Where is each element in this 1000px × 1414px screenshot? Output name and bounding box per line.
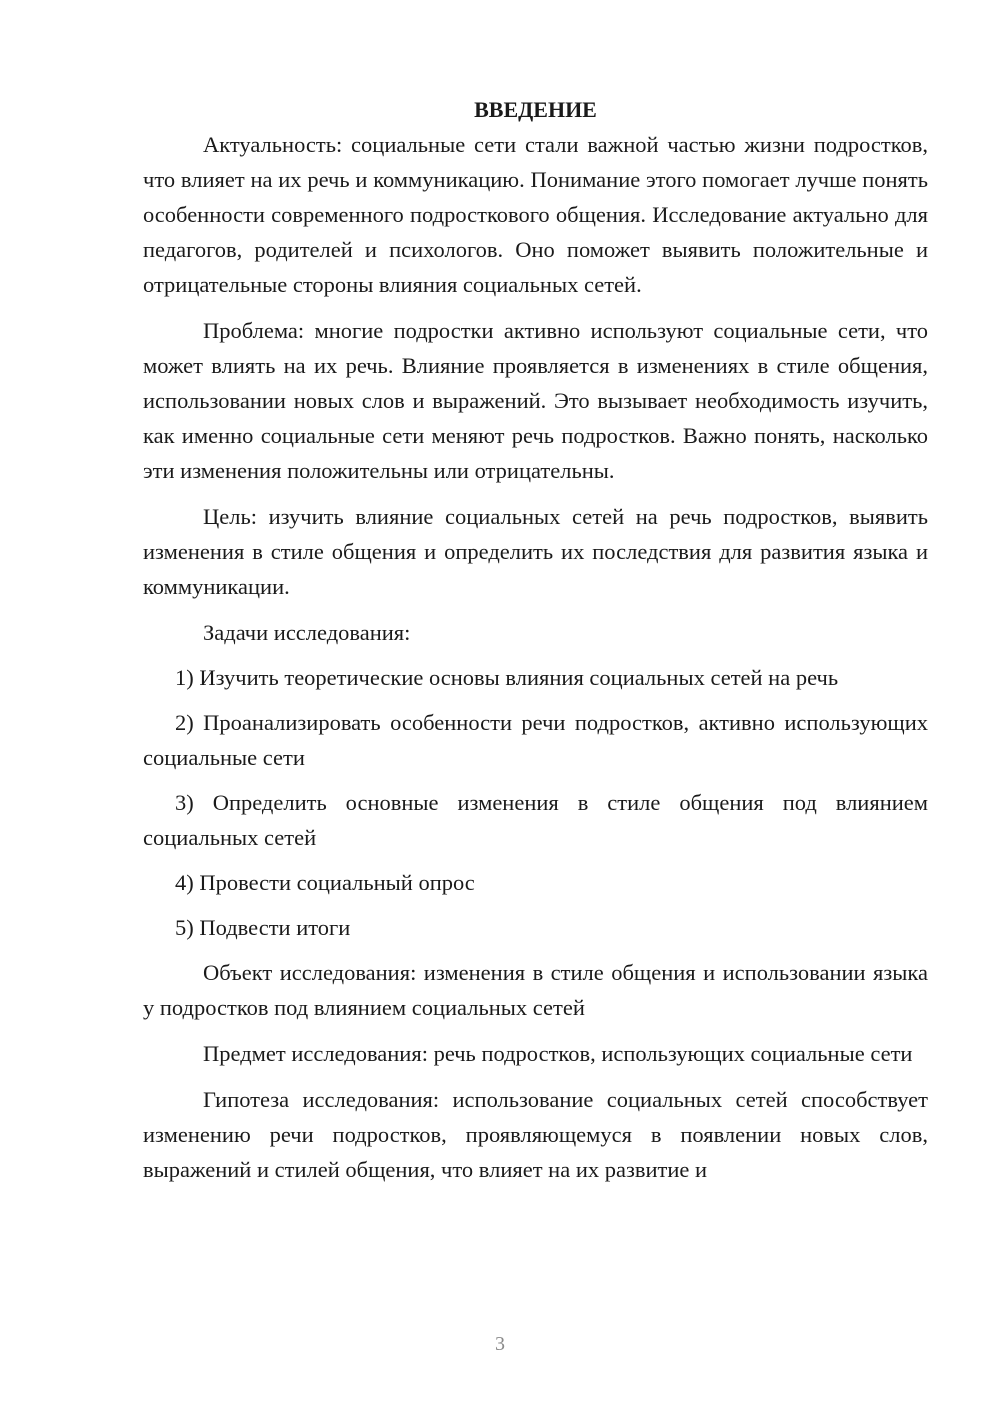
task-item-1: 1) Изучить теоретические основы влияния социальных сетей на речь bbox=[175, 665, 839, 690]
problem-paragraph: Проблема: многие подростки активно используют социальные сети, что может влиять на их речь. Влияние проявляется в изменениях в стиле общения, использовании новых слов и выражений. Это вызывает необходимость изучить, как именно социальные сети меняют речь подростков. Важно понять, насколько эти изменения положительны или отрицательны. bbox=[143, 318, 928, 483]
goal-paragraph: Цель: изучить влияние социальных сетей на речь подростков, выявить изменения в стиле общения и определить их последствия для развития языка и коммуникации. bbox=[143, 504, 928, 599]
task-item-2: 2) Проанализировать особенности речи подростков, активно использующих социальные сети bbox=[143, 710, 928, 770]
relevance-paragraph: Актуальность: социальные сети стали важной частью жизни подростков, что влияет на их речь и коммуникацию. Понимание этого помогает лучше понять особенности современного подросткового общения. Исследование актуально для педагогов, родителей и психологов. Оно поможет выявить положительные и отрицательные стороны влияния социальных сетей. bbox=[143, 132, 928, 297]
subject-paragraph: Предмет исследования: речь подростков, использующих социальные сети bbox=[203, 1041, 913, 1066]
object-paragraph: Объект исследования: изменения в стиле общения и использовании языка у подростков под влиянием социальных сетей bbox=[143, 960, 928, 1020]
page-number: 3 bbox=[495, 1333, 505, 1355]
hypothesis-paragraph: Гипотеза исследования: использование социальных сетей способствует изменению речи подростков, проявляющемуся в появлении новых слов, выражений и стилей общения, что влияет на их развитие и bbox=[143, 1087, 928, 1182]
task-item-4: 4) Провести социальный опрос bbox=[175, 870, 475, 895]
section-title: ВВЕДЕНИЕ bbox=[474, 97, 597, 122]
task-item-3: 3) Определить основные изменения в стиле общения под влиянием социальных сетей bbox=[143, 790, 928, 850]
task-item-5: 5) Подвести итоги bbox=[175, 915, 351, 940]
page-content bbox=[143, 92, 928, 1187]
tasks-heading: Задачи исследования: bbox=[203, 620, 411, 645]
